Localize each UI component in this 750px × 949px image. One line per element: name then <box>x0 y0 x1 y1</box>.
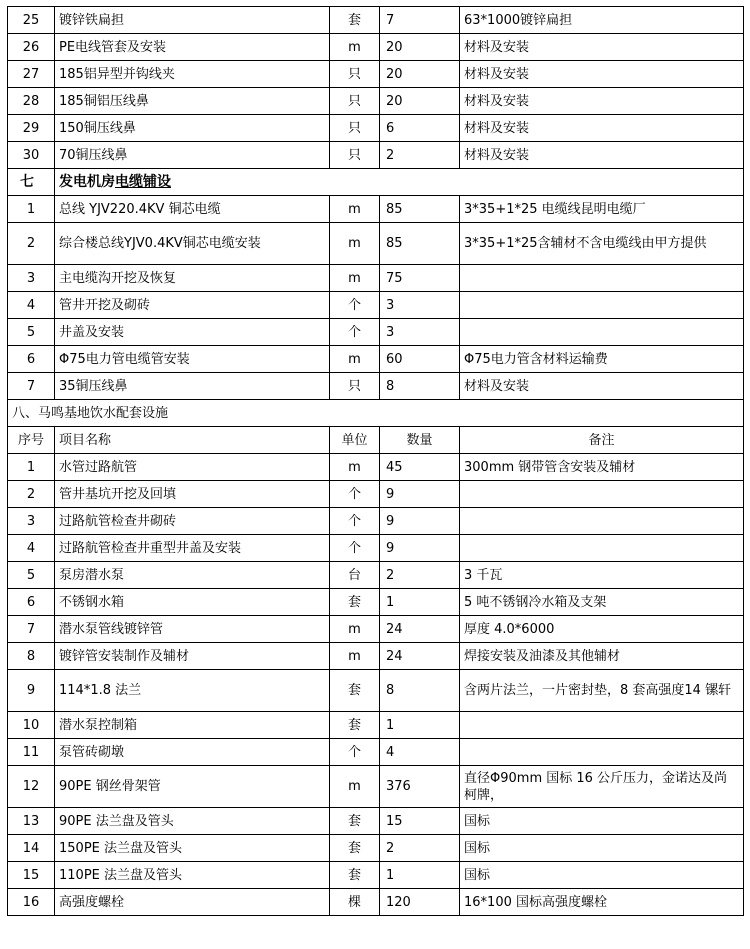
table-body-part-b <box>8 196 744 400</box>
cell-unit: 个 <box>330 508 380 535</box>
cell-unit: m <box>330 196 380 223</box>
header-no: 序号 <box>8 427 55 454</box>
table-row <box>8 346 744 373</box>
table-row <box>8 508 744 535</box>
cell-quantity: 24 <box>380 643 460 670</box>
table-row <box>8 7 744 34</box>
cell-unit: 套 <box>330 808 380 835</box>
cell-quantity: 9 <box>380 535 460 562</box>
cell-item-name: 潜水泵管线镀锌管 <box>55 616 330 643</box>
cell-note <box>460 481 744 508</box>
cell-unit: 个 <box>330 319 380 346</box>
table-row <box>8 481 744 508</box>
cell-item-name: 潜水泵控制箱 <box>55 712 330 739</box>
cell-unit: 棵 <box>330 889 380 916</box>
cell-unit: m <box>330 223 380 265</box>
table-row <box>8 616 744 643</box>
cell-note: 材料及安装 <box>460 115 744 142</box>
cell-quantity: 3 <box>380 319 460 346</box>
cell-item-name: 主电缆沟开挖及恢复 <box>55 265 330 292</box>
cell-item-name: 90PE 钢丝骨架管 <box>55 766 330 808</box>
cell-note: 5 吨不锈钢冷水箱及支架 <box>460 589 744 616</box>
cell-number: 12 <box>8 766 55 808</box>
cell-unit: 套 <box>330 712 380 739</box>
cell-item-name: 35铜压线鼻 <box>55 373 330 400</box>
table-row <box>8 373 744 400</box>
cell-number: 7 <box>8 373 55 400</box>
cell-note: 3*35+1*25含辅材不含电缆线由甲方提供 <box>460 223 744 265</box>
cell-number: 1 <box>8 196 55 223</box>
cell-number: 10 <box>8 712 55 739</box>
cell-quantity: 9 <box>380 508 460 535</box>
cell-unit: m <box>330 454 380 481</box>
table-row <box>8 319 744 346</box>
cell-note: 厚度 4.0*6000 <box>460 616 744 643</box>
cell-number: 14 <box>8 835 55 862</box>
cell-note: 国标 <box>460 835 744 862</box>
cell-number: 6 <box>8 589 55 616</box>
cell-quantity: 1 <box>380 862 460 889</box>
cell-unit: m <box>330 643 380 670</box>
cell-number: 2 <box>8 481 55 508</box>
section-number: 七 <box>8 169 55 196</box>
table-row <box>8 766 744 808</box>
table-row <box>8 88 744 115</box>
cell-item-name: 90PE 法兰盘及管头 <box>55 808 330 835</box>
cell-note <box>460 292 744 319</box>
cell-number: 4 <box>8 535 55 562</box>
cell-item-name: 150PE 法兰盘及管头 <box>55 835 330 862</box>
cell-number: 15 <box>8 862 55 889</box>
cell-item-name: 70铜压线鼻 <box>55 142 330 169</box>
cell-unit: 套 <box>330 862 380 889</box>
cell-unit: 套 <box>330 670 380 712</box>
cell-unit: 只 <box>330 142 380 169</box>
cell-item-name: 管井基坑开挖及回填 <box>55 481 330 508</box>
table-row <box>8 562 744 589</box>
cell-quantity: 20 <box>380 61 460 88</box>
cell-unit: 套 <box>330 7 380 34</box>
cell-number: 27 <box>8 61 55 88</box>
cell-number: 26 <box>8 34 55 61</box>
cell-number: 25 <box>8 7 55 34</box>
cell-item-name: 管井开挖及砌砖 <box>55 292 330 319</box>
cell-quantity: 1 <box>380 589 460 616</box>
table-row <box>8 265 744 292</box>
cell-quantity: 6 <box>380 115 460 142</box>
table-row <box>8 643 744 670</box>
header-unit: 单位 <box>330 427 380 454</box>
table-row <box>8 712 744 739</box>
cell-note <box>460 508 744 535</box>
cell-number: 7 <box>8 616 55 643</box>
cell-note: 直径Φ90mm 国标 16 公斤压力，金诺达及尚柯牌， <box>460 766 744 808</box>
cell-unit: m <box>330 766 380 808</box>
section-7-heading <box>8 169 744 196</box>
cell-quantity: 7 <box>380 7 460 34</box>
cell-number: 1 <box>8 454 55 481</box>
cell-note: 焊接安装及油漆及其他辅材 <box>460 643 744 670</box>
cell-quantity: 1 <box>380 712 460 739</box>
table-body-part-a <box>8 7 744 169</box>
cell-unit: 个 <box>330 481 380 508</box>
cell-note <box>460 712 744 739</box>
cell-note <box>460 319 744 346</box>
cell-quantity: 8 <box>380 670 460 712</box>
cell-quantity: 85 <box>380 196 460 223</box>
cell-item-name: 185铝异型并钩线夹 <box>55 61 330 88</box>
cell-quantity: 20 <box>380 34 460 61</box>
cell-unit: 只 <box>330 115 380 142</box>
cell-number: 30 <box>8 142 55 169</box>
cell-item-name: 过路航管检查井砌砖 <box>55 508 330 535</box>
cell-item-name: 高强度螺栓 <box>55 889 330 916</box>
table-row <box>8 535 744 562</box>
cell-note: 材料及安装 <box>460 61 744 88</box>
cell-item-name: 150铜压线鼻 <box>55 115 330 142</box>
cell-unit: 只 <box>330 61 380 88</box>
table-row <box>8 889 744 916</box>
cell-unit: m <box>330 616 380 643</box>
cell-unit: 台 <box>330 562 380 589</box>
header-name: 项目名称 <box>55 427 330 454</box>
table-row <box>8 196 744 223</box>
cell-number: 5 <box>8 562 55 589</box>
cell-unit: 个 <box>330 535 380 562</box>
cell-unit: 个 <box>330 739 380 766</box>
cell-quantity: 376 <box>380 766 460 808</box>
cell-unit: 只 <box>330 88 380 115</box>
cell-unit: 套 <box>330 589 380 616</box>
section-title-underlined: 电缆铺设 <box>115 173 171 190</box>
cell-note: 含两片法兰，一片密封垫，8 套高强度14 镙轩 <box>460 670 744 712</box>
header-note: 备注 <box>460 427 744 454</box>
cell-number: 2 <box>8 223 55 265</box>
cell-note: 国标 <box>460 808 744 835</box>
cell-quantity: 24 <box>380 616 460 643</box>
cell-unit: m <box>330 34 380 61</box>
cell-item-name: 综合楼总线YJV0.4KV铜芯电缆安装 <box>55 223 330 265</box>
cell-quantity: 9 <box>380 481 460 508</box>
cell-item-name: 泵管砖砌墩 <box>55 739 330 766</box>
table-row <box>8 223 744 265</box>
cell-quantity: 85 <box>380 223 460 265</box>
cell-number: 29 <box>8 115 55 142</box>
section-caption: 八、马鸣基地饮水配套设施 <box>8 400 744 427</box>
cell-number: 28 <box>8 88 55 115</box>
cell-note: 3*35+1*25 电缆线昆明电缆厂 <box>460 196 744 223</box>
cell-note: 材料及安装 <box>460 373 744 400</box>
cell-item-name: 镀锌管安装制作及辅材 <box>55 643 330 670</box>
cell-number: 11 <box>8 739 55 766</box>
cell-item-name: 不锈钢水箱 <box>55 589 330 616</box>
table-row <box>8 808 744 835</box>
cell-note: 国标 <box>460 862 744 889</box>
cell-number: 5 <box>8 319 55 346</box>
table-row <box>8 862 744 889</box>
cell-note: 300mm 钢带管含安装及辅材 <box>460 454 744 481</box>
cell-note: 63*1000镀锌扁担 <box>460 7 744 34</box>
cell-quantity: 2 <box>380 835 460 862</box>
cell-unit: 只 <box>330 373 380 400</box>
table-row <box>8 115 744 142</box>
table-row <box>8 454 744 481</box>
cell-number: 4 <box>8 292 55 319</box>
cell-quantity: 2 <box>380 142 460 169</box>
column-header-row <box>8 427 744 454</box>
cell-note: 16*100 国标高强度螺栓 <box>460 889 744 916</box>
table-body-part-c <box>8 454 744 916</box>
cell-item-name: 水管过路航管 <box>55 454 330 481</box>
cell-note: 材料及安装 <box>460 88 744 115</box>
cell-item-name: 泵房潜水泵 <box>55 562 330 589</box>
cell-unit: m <box>330 265 380 292</box>
cell-note: 3 千瓦 <box>460 562 744 589</box>
cell-item-name: 185铜铝压线鼻 <box>55 88 330 115</box>
cell-note <box>460 535 744 562</box>
cell-unit: m <box>330 346 380 373</box>
cell-note: 材料及安装 <box>460 34 744 61</box>
cell-item-name: Φ75电力管电缆管安装 <box>55 346 330 373</box>
cell-number: 3 <box>8 508 55 535</box>
cell-quantity: 20 <box>380 88 460 115</box>
cell-number: 3 <box>8 265 55 292</box>
section-title-prefix: 发电机房 <box>59 173 115 190</box>
table-row <box>8 292 744 319</box>
cell-quantity: 60 <box>380 346 460 373</box>
cell-note: 材料及安装 <box>460 142 744 169</box>
cell-quantity: 2 <box>380 562 460 589</box>
table-row <box>8 670 744 712</box>
cell-item-name: PE电线管套及安装 <box>55 34 330 61</box>
cell-quantity: 8 <box>380 373 460 400</box>
cell-number: 9 <box>8 670 55 712</box>
cell-number: 16 <box>8 889 55 916</box>
cell-number: 8 <box>8 643 55 670</box>
material-table <box>7 6 744 916</box>
cell-item-name: 井盖及安装 <box>55 319 330 346</box>
cell-item-name: 总线 YJV220.4KV 铜芯电缆 <box>55 196 330 223</box>
cell-quantity: 4 <box>380 739 460 766</box>
section-title <box>55 169 744 196</box>
table-row <box>8 61 744 88</box>
cell-item-name: 110PE 法兰盘及管头 <box>55 862 330 889</box>
cell-item-name: 过路航管检查井重型井盖及安装 <box>55 535 330 562</box>
cell-quantity: 3 <box>380 292 460 319</box>
cell-item-name: 114*1.8 法兰 <box>55 670 330 712</box>
cell-number: 6 <box>8 346 55 373</box>
table-row <box>8 835 744 862</box>
cell-quantity: 120 <box>380 889 460 916</box>
table-row <box>8 739 744 766</box>
table-row <box>8 34 744 61</box>
header-qty: 数量 <box>380 427 460 454</box>
cell-quantity: 15 <box>380 808 460 835</box>
cell-note <box>460 265 744 292</box>
cell-note: Φ75电力管含材料运输费 <box>460 346 744 373</box>
cell-unit: 个 <box>330 292 380 319</box>
cell-item-name: 镀锌铁扁担 <box>55 7 330 34</box>
cell-unit: 套 <box>330 835 380 862</box>
cell-quantity: 45 <box>380 454 460 481</box>
cell-note <box>460 739 744 766</box>
section-8-heading <box>8 400 744 454</box>
table-row <box>8 589 744 616</box>
cell-quantity: 75 <box>380 265 460 292</box>
table-row <box>8 142 744 169</box>
cell-number: 13 <box>8 808 55 835</box>
